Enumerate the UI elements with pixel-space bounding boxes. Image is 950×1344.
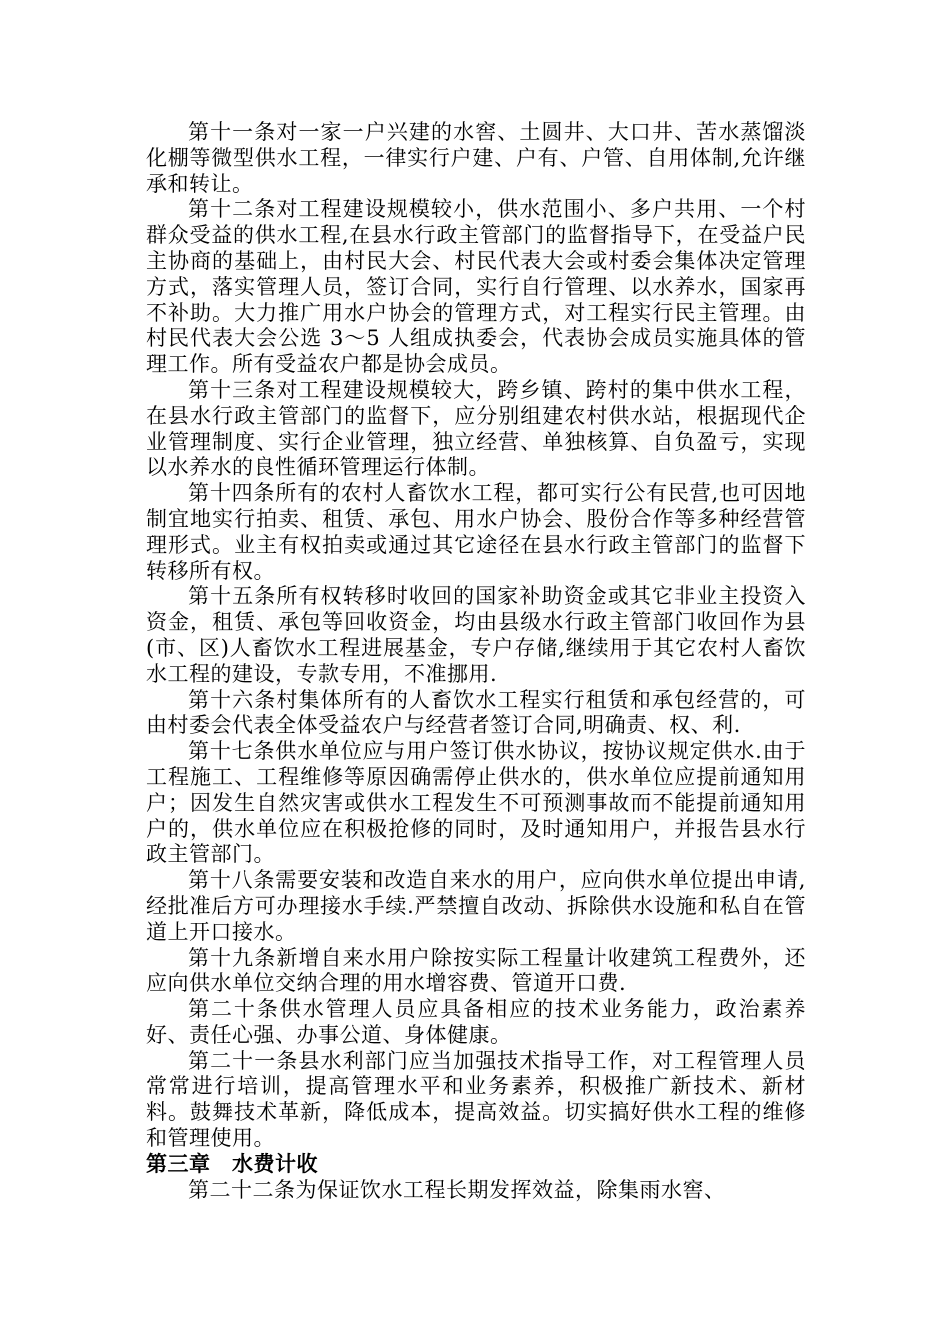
article-11: 第十一条对一家一户兴建的水窖、土圆井、大口井、苦水蒸馏淡化棚等微型供水工程，一律实行户建、户有、户管、自用体制,允许继承和转让。 xyxy=(146,120,806,196)
chapter-heading: 第三章 水费计收 xyxy=(146,1151,318,1176)
article-14: 第十四条所有的农村人畜饮水工程，都可实行公有民营,也可因地制宜地实行拍卖、租赁、承包、用水户协会、股份合作等多种经营管理形式。业主有权拍卖或通过其它途径在县水行政主管部门的监督下转移所有权。 xyxy=(146,481,806,583)
article-13: 第十三条对工程建设规模较大，跨乡镇、跨村的集中供水工程，在县水行政主管部门的监督下，应分别组建农村供水站，根据现代企业管理制度、实行企业管理，独立经营、单独核算、自负盈亏，实现以水养水的良性循环管理运行体制。 xyxy=(146,377,806,480)
document-page xyxy=(146,120,806,1203)
article-12: 第十二条对工程建设规模较小，供水范围小、多户共用、一个村群众受益的供水工程,在县水行政主管部门的监督指导下，在受益户民主协商的基础上，由村民大会、村民代表大会或村委会集体决定管理方式，落实管理人员，签订合同，实行自行管理、以水养水，国家再不补助。大力推广用水户协会的管理方式，对工程实行民主管理。由村民代表大会公选 3～5 人组成执委会，代表协会成员实施具体的管理工作。所有受益农户都是协会成员。 xyxy=(146,197,806,377)
article-21: 第二十一条县水利部门应当加强技术指导工作，对工程管理人员常常进行培训，提高管理水平和业务素养，积极推广新技术、新材料。鼓舞技术革新，降低成本，提高效益。切实搞好供水工程的维修和管理使用。 xyxy=(146,1048,806,1151)
article-17: 第十七条供水单位应与用户签订供水协议，按协议规定供水.由于工程施工、工程维修等原因确需停止供水的，供水单位应提前通知用户；因发生自然灾害或供水工程发生不可预测事故而不能提前通知用户的，供水单位应在积极抢修的同时，及时通知用户，并报告县水行政主管部门。 xyxy=(146,739,806,867)
article-16: 第十六条村集体所有的人畜饮水工程实行租赁和承包经营的，可由村委会代表全体受益农户与经营者签订合同,明确责、权、利. xyxy=(146,687,806,738)
article-22: 第二十二条为保证饮水工程长期发挥效益，除集雨水窖、 xyxy=(188,1177,726,1202)
article-15: 第十五条所有权转移时收回的国家补助资金或其它非业主投资入资金，租赁、承包等回收资金，均由县级水行政主管部门收回作为县(市、区)人畜饮水工程进展基金，专户存储,继续用于其它农村人畜饮水工程的建设，专款专用，不准挪用. xyxy=(146,584,806,686)
article-18: 第十八条需要安装和改造自来水的用户，应向供水单位提出申请,经批准后方可办理接水手续.严禁擅自改动、拆除供水设施和私自在管道上开口接水。 xyxy=(146,868,806,944)
article-19: 第十九条新增自来水用户除按实际工程量计收建筑工程费外，还应向供水单位交纳合理的用水增容费、管道开口费. xyxy=(146,945,806,996)
article-20: 第二十条供水管理人员应具备相应的技术业务能力，政治素养好、责任心强、办事公道、身体健康。 xyxy=(146,997,806,1047)
